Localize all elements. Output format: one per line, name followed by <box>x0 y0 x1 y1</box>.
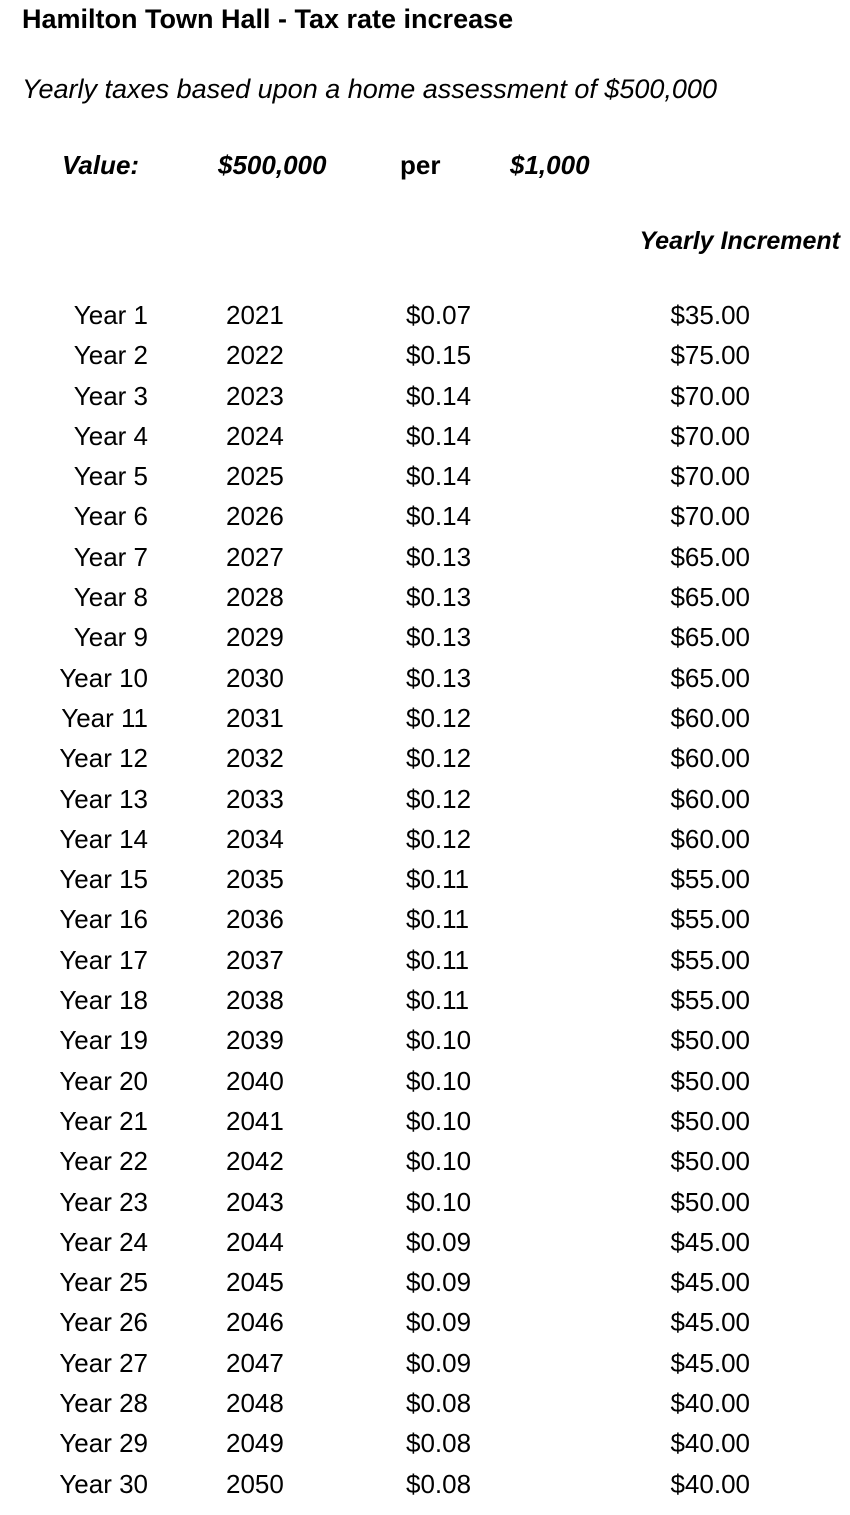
year-cell: Year 22 <box>59 1146 148 1177</box>
tax-rate-cell: $0.11 <box>406 864 470 895</box>
calendar-year-cell: 2050 <box>226 1468 284 1499</box>
yearly-increment-cell: $65.00 <box>670 541 750 572</box>
calendar-year-cell: 2036 <box>226 904 284 935</box>
yearly-increment-cell: $40.00 <box>670 1388 750 1419</box>
tax-rate-cell: $0.09 <box>406 1307 472 1338</box>
calendar-year-cell: 2039 <box>226 1025 284 1056</box>
table-row <box>0 1262 850 1302</box>
tax-rate-cell: $0.12 <box>406 783 472 814</box>
yearly-increment-cell: $65.00 <box>670 582 750 613</box>
yearly-increment-cell: $70.00 <box>670 501 750 532</box>
tax-rate-cell: $0.13 <box>406 662 472 693</box>
tax-rate-cell: $0.09 <box>406 1226 472 1257</box>
year-cell: Year 30 <box>59 1468 148 1499</box>
tax-rate-cell: $0.10 <box>406 1025 472 1056</box>
page-title: Hamilton Town Hall - Tax rate increase <box>22 4 514 34</box>
value-amount: $500,000 <box>218 150 327 180</box>
per-label: per <box>400 150 441 180</box>
calendar-year-cell: 2025 <box>226 461 284 492</box>
calendar-year-cell: 2044 <box>226 1226 284 1257</box>
year-cell: Year 12 <box>59 743 148 774</box>
table-row <box>0 617 850 657</box>
table-row <box>0 1383 850 1423</box>
table-row <box>0 1302 850 1342</box>
tax-rate-cell: $0.13 <box>406 582 472 613</box>
calendar-year-cell: 2037 <box>226 944 284 975</box>
table-row <box>0 738 850 778</box>
tax-rate-cell: $0.11 <box>406 944 470 975</box>
calendar-year-cell: 2048 <box>226 1388 284 1419</box>
tax-rate-cell: $0.15 <box>406 340 472 371</box>
tax-rate-cell: $0.14 <box>406 501 472 532</box>
year-cell: Year 13 <box>59 783 148 814</box>
year-cell: Year 7 <box>73 541 148 572</box>
table-row <box>0 376 850 416</box>
yearly-increment-cell: $70.00 <box>670 420 750 451</box>
table-row <box>0 658 850 698</box>
year-cell: Year 2 <box>73 340 148 371</box>
year-cell: Year 29 <box>59 1428 148 1459</box>
yearly-increment-cell: $40.00 <box>670 1428 750 1459</box>
year-cell: Year 1 <box>73 300 148 330</box>
calendar-year-cell: 2047 <box>226 1347 284 1378</box>
calendar-year-cell: 2043 <box>226 1186 284 1217</box>
yearly-increment-cell: $55.00 <box>670 944 750 975</box>
calendar-year-cell: 2042 <box>226 1146 284 1177</box>
table-row <box>0 819 850 859</box>
calendar-year-cell: 2045 <box>226 1267 284 1298</box>
year-cell: Year 19 <box>59 1025 148 1056</box>
tax-rate-cell: $0.14 <box>406 461 472 492</box>
calendar-year-cell: 2021 <box>226 300 284 330</box>
yearly-increment-cell: $60.00 <box>670 823 750 854</box>
yearly-increment-cell: $60.00 <box>670 743 750 774</box>
yearly-increment-cell: $75.00 <box>670 340 750 371</box>
table-row <box>0 416 850 456</box>
yearly-increment-cell: $55.00 <box>670 864 750 895</box>
table-row <box>0 899 850 939</box>
year-cell: Year 24 <box>59 1226 148 1257</box>
calendar-year-cell: 2038 <box>226 985 284 1016</box>
yearly-increment-cell: $60.00 <box>670 783 750 814</box>
year-cell: Year 10 <box>59 662 148 693</box>
tax-rate-cell: $0.10 <box>406 1186 472 1217</box>
tax-rate-cell: $0.09 <box>406 1267 472 1298</box>
table-row <box>0 859 850 899</box>
year-cell: Year 20 <box>59 1065 148 1096</box>
tax-rate-cell: $0.10 <box>406 1105 472 1136</box>
calendar-year-cell: 2028 <box>226 582 284 613</box>
table-row <box>0 456 850 496</box>
yearly-increment-cell: $55.00 <box>670 985 750 1016</box>
tax-rate-cell: $0.07 <box>406 300 472 330</box>
tax-rate-cell: $0.08 <box>406 1468 472 1499</box>
tax-rate-cell: $0.09 <box>406 1347 472 1378</box>
year-cell: Year 21 <box>59 1105 148 1136</box>
tax-rate-cell: $0.11 <box>406 904 470 935</box>
tax-rate-cell: $0.14 <box>406 420 472 451</box>
table-row <box>0 1020 850 1060</box>
calendar-year-cell: 2031 <box>226 702 284 733</box>
table-row <box>0 1464 850 1504</box>
yearly-increment-cell: $45.00 <box>670 1307 750 1338</box>
tax-rate-cell: $0.14 <box>406 380 472 411</box>
table-row <box>0 1222 850 1262</box>
tax-rate-cell: $0.13 <box>406 622 472 653</box>
yearly-increment-cell: $45.00 <box>670 1267 750 1298</box>
table-row <box>0 577 850 617</box>
year-cell: Year 3 <box>73 380 148 411</box>
year-cell: Year 18 <box>59 985 148 1016</box>
yearly-increment-cell: $60.00 <box>670 702 750 733</box>
year-cell: Year 14 <box>59 823 148 854</box>
yearly-increment-cell: $65.00 <box>670 662 750 693</box>
tax-rate-cell: $0.10 <box>406 1146 472 1177</box>
year-cell: Year 17 <box>59 944 148 975</box>
tax-rate-cell: $0.12 <box>406 702 472 733</box>
yearly-increment-cell: $50.00 <box>670 1025 750 1056</box>
table-row <box>0 335 850 375</box>
yearly-increment-header: Yearly Increment <box>639 227 840 255</box>
calendar-year-cell: 2024 <box>226 420 284 451</box>
yearly-increment-cell: $50.00 <box>670 1146 750 1177</box>
yearly-increment-cell: $45.00 <box>670 1347 750 1378</box>
calendar-year-cell: 2035 <box>226 864 284 895</box>
year-cell: Year 16 <box>59 904 148 935</box>
year-cell: Year 23 <box>59 1186 148 1217</box>
yearly-increment-cell: $50.00 <box>670 1186 750 1217</box>
tax-rate-cell: $0.12 <box>406 823 472 854</box>
calendar-year-cell: 2027 <box>226 541 284 572</box>
year-cell: Year 25 <box>59 1267 148 1298</box>
tax-rate-cell: $0.10 <box>406 1065 472 1096</box>
yearly-increment-cell: $70.00 <box>670 380 750 411</box>
calendar-year-cell: 2040 <box>226 1065 284 1096</box>
yearly-increment-cell: $35.00 <box>670 300 750 330</box>
year-cell: Year 27 <box>59 1347 148 1378</box>
calendar-year-cell: 2041 <box>226 1105 284 1136</box>
table-row <box>0 1061 850 1101</box>
yearly-increment-cell: $50.00 <box>670 1105 750 1136</box>
year-cell: Year 28 <box>59 1388 148 1419</box>
tax-rate-cell: $0.11 <box>406 985 470 1016</box>
per-amount: $1,000 <box>510 150 590 180</box>
table-row <box>0 980 850 1020</box>
tax-table <box>0 295 850 1504</box>
yearly-increment-cell: $65.00 <box>670 622 750 653</box>
tax-rate-cell: $0.13 <box>406 541 472 572</box>
table-row <box>0 1423 850 1463</box>
calendar-year-cell: 2030 <box>226 662 284 693</box>
table-row <box>0 940 850 980</box>
year-cell: Year 11 <box>61 702 148 733</box>
calendar-year-cell: 2026 <box>226 501 284 532</box>
year-cell: Year 6 <box>73 501 148 532</box>
calendar-year-cell: 2049 <box>226 1428 284 1459</box>
calendar-year-cell: 2046 <box>226 1307 284 1338</box>
year-cell: Year 9 <box>73 622 148 653</box>
table-row <box>0 295 850 335</box>
calendar-year-cell: 2023 <box>226 380 284 411</box>
table-row <box>0 496 850 536</box>
table-row <box>0 537 850 577</box>
calendar-year-cell: 2022 <box>226 340 284 371</box>
tax-rate-cell: $0.08 <box>406 1388 472 1419</box>
table-row <box>0 1101 850 1141</box>
tax-rate-cell: $0.12 <box>406 743 472 774</box>
calendar-year-cell: 2034 <box>226 823 284 854</box>
yearly-increment-cell: $40.00 <box>670 1468 750 1499</box>
tax-rate-cell: $0.08 <box>406 1428 472 1459</box>
year-cell: Year 5 <box>73 461 148 492</box>
table-row <box>0 1182 850 1222</box>
year-cell: Year 8 <box>73 582 148 613</box>
value-label: Value: <box>62 150 140 180</box>
year-cell: Year 15 <box>59 864 148 895</box>
table-row <box>0 698 850 738</box>
table-row <box>0 1141 850 1181</box>
year-cell: Year 26 <box>59 1307 148 1338</box>
yearly-increment-cell: $70.00 <box>670 461 750 492</box>
calendar-year-cell: 2032 <box>226 743 284 774</box>
yearly-increment-cell: $45.00 <box>670 1226 750 1257</box>
table-row <box>0 1343 850 1383</box>
calendar-year-cell: 2029 <box>226 622 284 653</box>
year-cell: Year 4 <box>73 420 148 451</box>
yearly-increment-cell: $50.00 <box>670 1065 750 1096</box>
page-subtitle: Yearly taxes based upon a home assessment of $500,000 <box>22 74 717 104</box>
calendar-year-cell: 2033 <box>226 783 284 814</box>
yearly-increment-cell: $55.00 <box>670 904 750 935</box>
table-row <box>0 779 850 819</box>
